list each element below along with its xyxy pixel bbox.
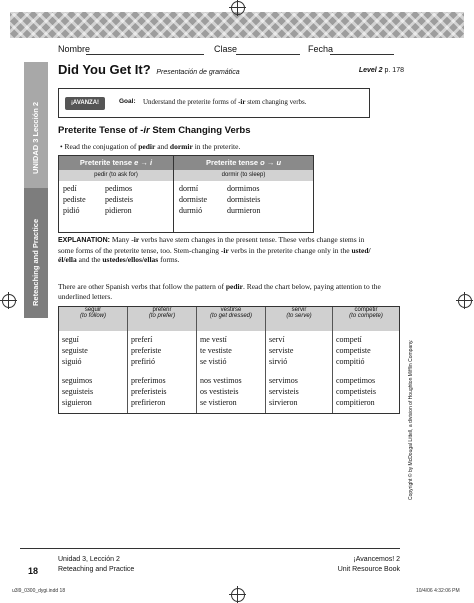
verb-infinitive: vestirse	[220, 307, 242, 313]
nombre-line	[86, 54, 204, 55]
verb-form: servimos	[269, 376, 298, 385]
conj-form: durmió	[179, 206, 203, 215]
verb-form: competimos	[336, 376, 376, 385]
goal-label: Goal:	[119, 98, 136, 105]
verb-form: compitió	[336, 357, 365, 366]
clase-line	[236, 54, 300, 55]
nombre-label: Nombre	[58, 44, 91, 54]
verb-infinitive: seguir	[84, 307, 102, 313]
file-slug: u3l9_0300_dygi.indd 18	[12, 588, 66, 594]
goal-text: Understand the preterite forms of -ir stem changing verbs.	[143, 98, 307, 106]
verb-form: preferisteis	[131, 387, 167, 396]
fecha-label: Fecha	[308, 44, 334, 54]
conj-form: dormisteis	[227, 195, 261, 204]
verb-form: seguisteis	[62, 387, 94, 396]
conj-form: pedí	[63, 184, 77, 193]
footer-left	[58, 555, 134, 575]
sidebar-section-tab	[24, 188, 48, 318]
section-heading: Preterite Tense of -ir Stem Changing Verbs	[58, 125, 251, 136]
page-title	[58, 62, 240, 77]
footer-section: Reteaching and Practice	[58, 566, 135, 573]
instruction-bullet: • Read the conjugation of pedir and dormir in the preterite.	[60, 142, 241, 151]
verb-chart	[58, 306, 400, 414]
page-number: 18	[28, 566, 39, 576]
verb-form: sirvieron	[269, 398, 298, 407]
verb-form: me vestí	[200, 335, 227, 344]
conjugation-table	[58, 155, 314, 233]
conj-sub-pedir: pedir (to ask for)	[59, 170, 173, 181]
verb-form: seguimos	[62, 376, 93, 385]
verb-col-divider	[265, 307, 266, 413]
registration-mark-left	[2, 294, 16, 308]
goal-box	[58, 88, 370, 118]
verb-form: se vistió	[200, 357, 227, 366]
footer-unit: Unidad 3, Lección 2	[58, 556, 120, 563]
verb-col-divider	[196, 307, 197, 413]
verb-col-divider	[332, 307, 333, 413]
footer-book: ¡Avancemos! 2	[353, 556, 400, 563]
verb-form: seguí	[62, 335, 79, 344]
other-verbs-text: There are other Spanish verbs that follow the pattern of pedir. Read the chart below, paying attention to the underlined letters.	[58, 282, 381, 301]
verb-infinitive: servir	[291, 307, 307, 313]
verb-form: serví	[269, 335, 285, 344]
level-reference: Level 2 p. 178	[358, 67, 404, 74]
fecha-line	[330, 54, 394, 55]
verb-form: competiste	[336, 346, 371, 355]
verb-form: preferimos	[131, 376, 166, 385]
conj-form: pidieron	[105, 206, 132, 215]
verb-gloss: (to follow)	[79, 313, 106, 319]
verb-infinitive: competir	[354, 307, 378, 313]
conj-form: dormiste	[179, 195, 207, 204]
verb-form: se vistieron	[200, 398, 237, 407]
verb-header	[59, 307, 127, 331]
sidebar-unit-tab	[24, 62, 48, 188]
footer-right	[338, 555, 400, 575]
conj-form: pediste	[63, 195, 86, 204]
conj-header-o-u: Preterite tense o → u	[174, 156, 313, 170]
verb-form: os vestisteis	[200, 387, 239, 396]
verb-gloss: (to get dressed)	[209, 313, 253, 319]
conj-form: pedimos	[105, 184, 133, 193]
verb-form: competisteis	[336, 387, 376, 396]
title-subtitle: Presentación de gramática	[156, 69, 240, 76]
verb-header	[266, 307, 332, 331]
verb-form: preferí	[131, 335, 153, 344]
sidebar-section-label: Reteaching and Practice	[31, 218, 40, 306]
conj-form: pedisteis	[105, 195, 133, 204]
verb-form: siguió	[62, 357, 82, 366]
verb-form: serviste	[269, 346, 294, 355]
verb-form: servisteis	[269, 387, 299, 396]
registration-mark-right	[458, 294, 472, 308]
verb-form: siguieron	[62, 398, 92, 407]
verb-header	[333, 307, 399, 331]
verb-form: te vestiste	[200, 346, 232, 355]
avanza-badge: ¡AVANZA!	[65, 97, 105, 110]
verb-form: prefirió	[131, 357, 155, 366]
verb-header	[197, 307, 265, 331]
footer-resource: Unit Resource Book	[337, 566, 400, 573]
copyright-text: Copyright © by McDougal Littell, a division of Houghton Mifflin Company.	[408, 339, 414, 500]
registration-mark-top	[231, 1, 245, 15]
verb-header	[128, 307, 196, 331]
conj-divider	[173, 156, 174, 232]
conj-form: durmieron	[227, 206, 261, 215]
verb-gloss: (to compete)	[349, 313, 383, 319]
conj-form: dormí	[179, 184, 199, 193]
verb-form: prefirieron	[131, 398, 166, 407]
verb-gloss: (to prefer)	[148, 313, 176, 319]
explanation-text: EXPLANATION: Many -ir verbs have stem changes in the present tense. These verbs change stems in some forms of the preterite tense, too. Stem-changing -ir verbs in the preterite change only in the usted/él/ella and the ustedes/ellos/ellas forms.	[58, 235, 371, 264]
verb-form: seguiste	[62, 346, 88, 355]
verb-col-divider	[127, 307, 128, 413]
registration-mark-bottom	[231, 588, 245, 602]
conj-sub-dormir: dormir (to sleep)	[174, 170, 313, 181]
verb-form: compitieron	[336, 398, 375, 407]
verb-infinitive: preferir	[152, 307, 172, 313]
verb-form: nos vestimos	[200, 376, 242, 385]
title-text: Did You Get It?	[58, 62, 151, 77]
verb-form: preferiste	[131, 346, 162, 355]
conj-header-e-i: Preterite tense e → i	[59, 156, 173, 170]
sidebar-unit-label: UNIDAD 3 Lección 2	[31, 101, 40, 174]
conj-form: pidió	[63, 206, 80, 215]
verb-form: competí	[336, 335, 362, 344]
verb-gloss: (to serve)	[286, 313, 312, 319]
clase-label: Clase	[214, 44, 238, 54]
footer-rule	[20, 548, 400, 549]
verb-form: sirvió	[269, 357, 288, 366]
conj-form: dormimos	[227, 184, 260, 193]
file-slug-date: 10/4/06 4:32:06 PM	[416, 588, 460, 594]
